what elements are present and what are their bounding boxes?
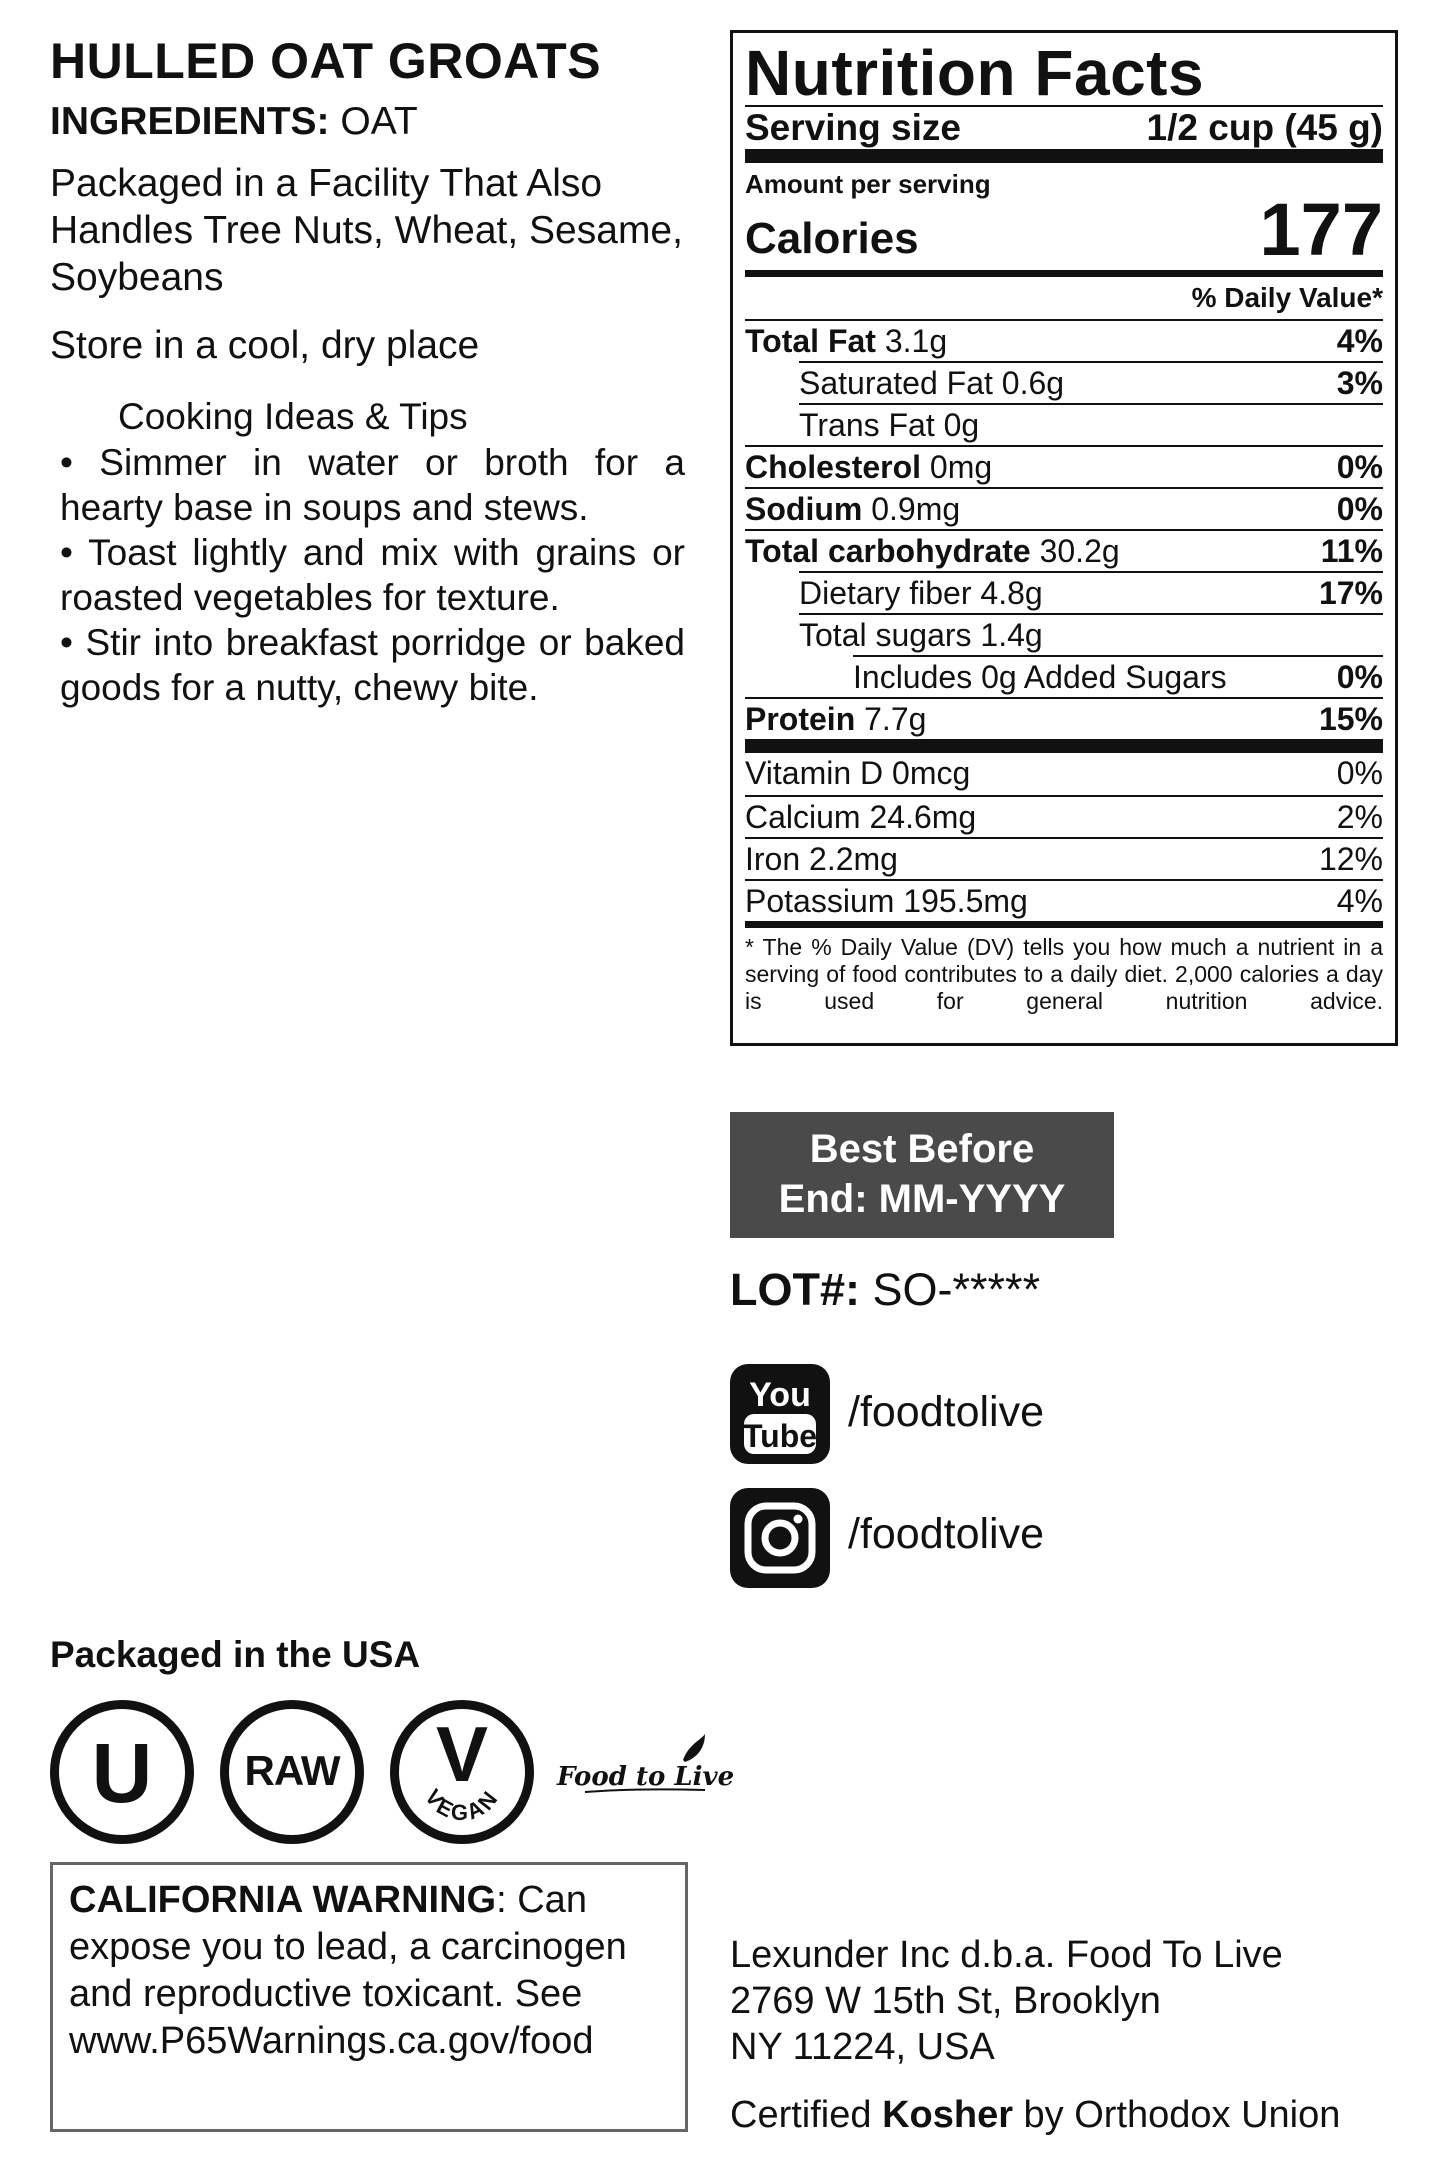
calories-row (745, 190, 1383, 270)
best-before-line1: Best Before (809, 1127, 1035, 1171)
vitamin-row (745, 879, 1383, 921)
instagram-icon-art (730, 1488, 830, 1588)
nutrient-row (799, 571, 1383, 613)
nutrition-facts-panel (730, 30, 1398, 1046)
vitamin-label: Vitamin D 0mcg (745, 755, 971, 791)
vegan-word: VEGAN (419, 1784, 505, 1826)
ingredients-line (50, 100, 418, 144)
vitamin-row (745, 753, 1383, 795)
nutrient-label: Trans Fat (799, 407, 935, 443)
vitamin-row (745, 837, 1383, 879)
kosher-certification (730, 2094, 1340, 2137)
company-address (730, 1932, 1283, 2070)
svg-text:Tube: Tube (742, 1418, 818, 1454)
vitamin-label: Calcium 24.6mg (745, 799, 977, 835)
ou-glyph: U (91, 1726, 153, 1820)
nutrient-label: Total Fat (745, 323, 876, 359)
nutrient-label: Saturated Fat (799, 365, 993, 401)
nutrient-amount: 1.4g (980, 617, 1043, 653)
daily-value-footnote: * The % Daily Value (DV) tells you how much a nutrient in a serving of food contributes to a daily diet. 2,000 calories a day is used for general nutrition advice. (745, 934, 1383, 1014)
nutrient-dv: 0% (1336, 491, 1383, 527)
vitamin-dv: 4% (1336, 883, 1383, 919)
vitamin-label: Iron 2.2mg (745, 841, 898, 877)
divider (745, 149, 1383, 163)
vitamin-row (745, 795, 1383, 837)
nutrient-amount: 4.8g (980, 575, 1043, 611)
address-street: 2769 W 15th St, Brooklyn (730, 1980, 1161, 2022)
ou-kosher-badge (50, 1700, 194, 1844)
divider (745, 921, 1383, 928)
kosher-prefix: Certified (730, 2094, 883, 2136)
california-warning (50, 1862, 688, 2132)
leaf-icon (683, 1734, 705, 1762)
vegan-v-glyph: V (435, 1710, 489, 1798)
warning-label: CALIFORNIA WARNING (69, 1879, 497, 1921)
youtube-handle: /foodtolive (848, 1388, 1045, 1436)
divider (745, 270, 1383, 277)
nutrient-row (853, 655, 1383, 697)
nutrient-label: Total carbohydrate (745, 533, 1031, 569)
nutrition-title: Nutrition Facts (745, 37, 1205, 109)
serving-size-value: 1/2 cup (45 g) (1146, 107, 1383, 148)
nutrient-amount: 30.2g (1039, 533, 1120, 569)
nutrient-amount: 7.7g (864, 701, 927, 737)
youtube-icon-art (730, 1364, 830, 1464)
divider (745, 739, 1383, 753)
nutrient-dv: 3% (1336, 365, 1383, 401)
lot-label: LOT#: (730, 1264, 860, 1315)
ingredients-label: INGREDIENTS: (50, 100, 330, 143)
instagram-icon (730, 1488, 830, 1588)
vitamin-dv: 2% (1336, 799, 1383, 835)
food-to-live-logo (555, 1730, 735, 1810)
storage-note: Store in a cool, dry place (50, 324, 480, 367)
kosher-suffix: by Orthodox Union (1012, 2094, 1341, 2136)
ingredients-value: OAT (340, 100, 418, 143)
nutrient-dv: 4% (1336, 323, 1383, 359)
nutrient-label: Includes 0g Added Sugars (853, 659, 1227, 695)
nutrient-label: Cholesterol (745, 449, 922, 485)
best-before-box (730, 1112, 1114, 1238)
nutrient-label: Protein (745, 701, 856, 737)
kosher-word: Kosher (882, 2094, 1013, 2136)
address-city: NY 11224, USA (730, 2026, 995, 2068)
nutrient-row (799, 361, 1383, 403)
vitamin-dv: 12% (1318, 841, 1383, 877)
vegan-badge (390, 1700, 534, 1844)
tips-list (60, 440, 685, 710)
tip-item: • Simmer in water or broth for a hearty base in soups and stews. (60, 442, 685, 528)
lot-value: SO-***** (872, 1264, 1041, 1315)
calories-label: Calories (745, 214, 919, 263)
vitamin-dv: 0% (1336, 755, 1383, 791)
nutrient-amount: 0g (943, 407, 980, 443)
vitamin-label: Potassium 195.5mg (745, 883, 1028, 919)
youtube-icon (730, 1364, 830, 1464)
company-name: Lexunder Inc d.b.a. Food To Live (730, 1934, 1283, 1976)
nutrient-dv: 0% (1336, 659, 1383, 695)
packaged-in-usa: Packaged in the USA (50, 1634, 421, 1675)
warning-text: : Can expose you to lead, a carcinogen and reproductive toxicant. See www.P65Warnings.ca.gov/food (69, 1879, 627, 2062)
amount-per-serving: Amount per serving (745, 169, 991, 199)
nutrient-dv: 11% (1320, 533, 1383, 569)
tips-heading: Cooking Ideas & Tips (118, 396, 468, 437)
nutrient-row (745, 529, 1383, 571)
raw-glyph: RAW (244, 1747, 340, 1794)
nutrient-row (799, 613, 1383, 655)
brand-logo-text: Food to Live (557, 1762, 735, 1792)
nutrient-amount: 0mg (929, 449, 993, 485)
allergen-note: Packaged in a Facility That Also Handles Tree Nuts, Wheat, Sesame, Soybeans (50, 162, 683, 299)
nutrient-label: Sodium (745, 491, 863, 527)
nutrient-label: Dietary fiber (799, 575, 972, 611)
svg-text:You: You (749, 1376, 811, 1414)
raw-badge (220, 1700, 364, 1844)
nutrient-dv: 15% (1318, 701, 1383, 737)
nutrient-label: Total sugars (799, 617, 972, 653)
nutrient-row (745, 445, 1383, 487)
serving-size-label: Serving size (745, 107, 961, 148)
nutrient-dv: 0% (1336, 449, 1383, 485)
calories-value: 177 (1259, 188, 1383, 271)
nutrient-row (799, 403, 1383, 445)
serving-size-row (745, 107, 1383, 149)
nutrient-amount: 0.6g (1001, 365, 1065, 401)
nutrient-dv: 17% (1318, 575, 1383, 611)
lot-number (730, 1264, 1040, 1316)
nutrient-row (745, 487, 1383, 529)
tip-item: • Toast lightly and mix with grains or roasted vegetables for texture. (60, 532, 685, 618)
nutrient-row (745, 697, 1383, 739)
instagram-handle: /foodtolive (848, 1510, 1045, 1558)
product-title: HULLED OAT GROATS (50, 33, 602, 89)
nutrient-amount: 0.9mg (871, 491, 961, 527)
tip-item: • Stir into breakfast porridge or baked goods for a nutty, chewy bite. (60, 622, 685, 708)
vegan-badge-art (399, 1709, 525, 1835)
nutrient-amount: 3.1g (884, 323, 948, 359)
daily-value-header: % Daily Value* (1191, 282, 1383, 313)
nutrient-row (745, 319, 1383, 361)
best-before-line2: End: MM-YYYY (778, 1177, 1066, 1221)
